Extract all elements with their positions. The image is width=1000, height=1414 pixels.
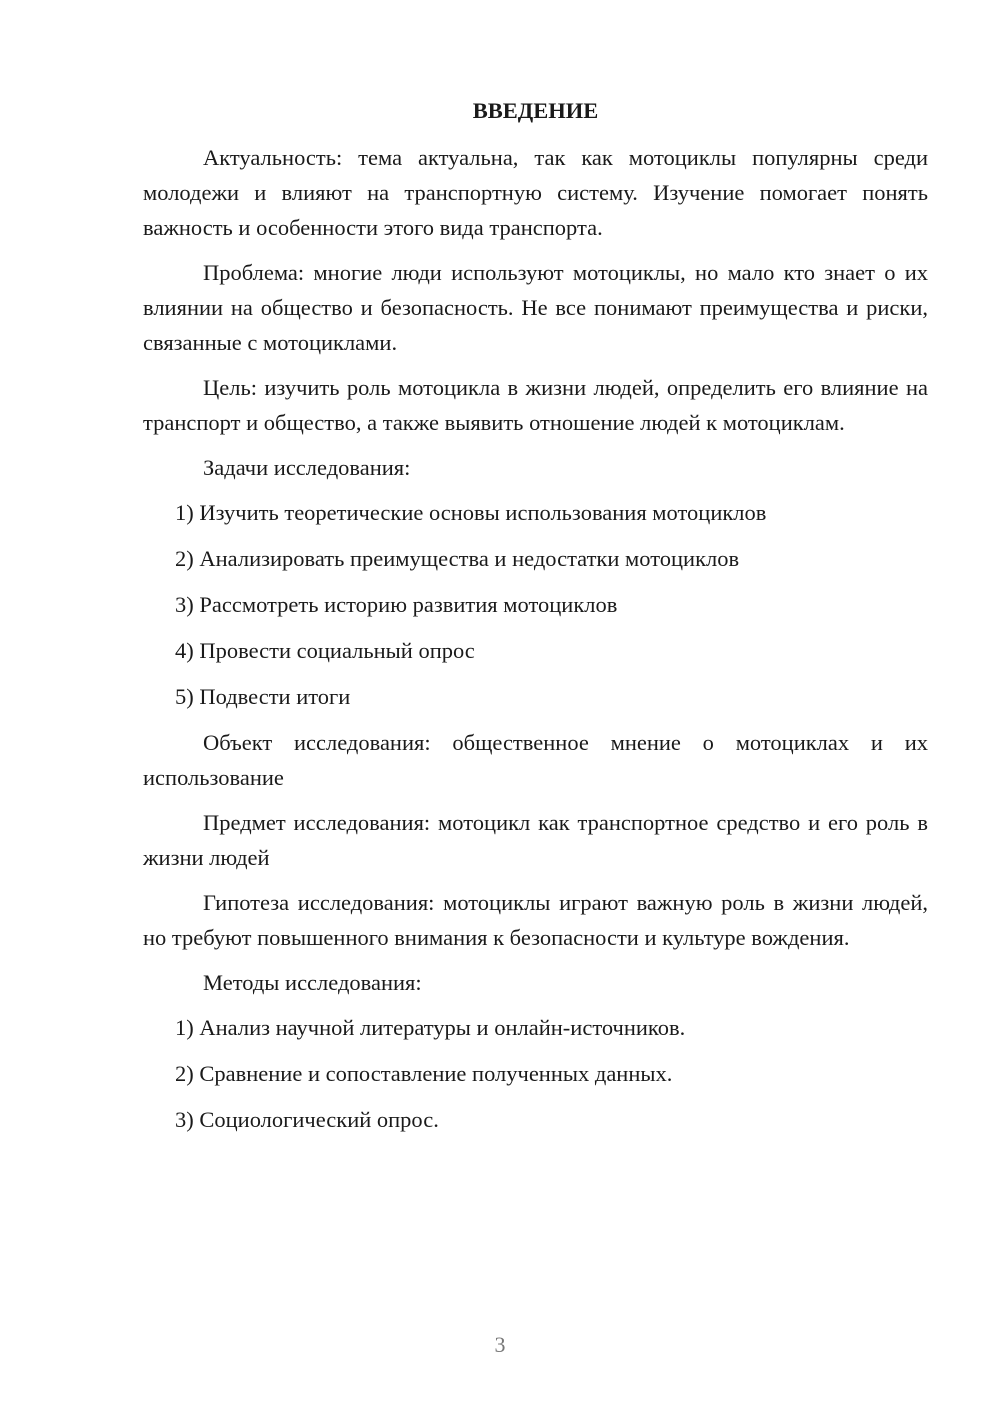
- task-item-4: 4) Провести социальный опрос: [175, 638, 475, 663]
- task-item-2: 2) Анализировать преимущества и недостатки мотоциклов: [175, 546, 740, 571]
- method-item-2: 2) Сравнение и сопоставление полученных данных.: [175, 1061, 673, 1086]
- method-item-1: 1) Анализ научной литературы и онлайн-источников.: [175, 1015, 686, 1040]
- object-paragraph: Объект исследования: общественное мнение о мотоциклах и их использование: [143, 730, 928, 790]
- page-number: 3: [494, 1332, 506, 1357]
- method-item-3: 3) Социологический опрос.: [175, 1107, 439, 1132]
- methods-heading: Методы исследования:: [203, 970, 422, 995]
- tasks-heading: Задачи исследования:: [203, 455, 411, 480]
- document-title: ВВЕДЕНИЕ: [472, 98, 599, 123]
- tasks-list: [143, 495, 928, 714]
- problem-paragraph: Проблема: многие люди используют мотоциклы, но мало кто знает о их влиянии на общество и безопасность. Не все понимают преимущества и риски, связанные с мотоциклами.: [143, 260, 928, 355]
- relevance-paragraph: Актуальность: тема актуальна, так как мотоциклы популярны среди молодежи и влияют на транспортную систему. Изучение помогает понять важность и особенности этого вида транспорта.: [143, 145, 928, 240]
- subject-paragraph: Предмет исследования: мотоцикл как транспортное средство и его роль в жизни людей: [143, 810, 928, 870]
- task-item-1: 1) Изучить теоретические основы использования мотоциклов: [175, 500, 767, 525]
- document-page: [143, 93, 928, 1148]
- goal-paragraph: Цель: изучить роль мотоцикла в жизни людей, определить его влияние на транспорт и общество, а также выявить отношение людей к мотоциклам.: [143, 375, 928, 435]
- methods-list: [143, 1010, 928, 1137]
- task-item-5: 5) Подвести итоги: [175, 684, 351, 709]
- task-item-3: 3) Рассмотреть историю развития мотоциклов: [175, 592, 618, 617]
- hypothesis-paragraph: Гипотеза исследования: мотоциклы играют важную роль в жизни людей, но требуют повышенного внимания к безопасности и культуре вождения.: [143, 890, 928, 950]
